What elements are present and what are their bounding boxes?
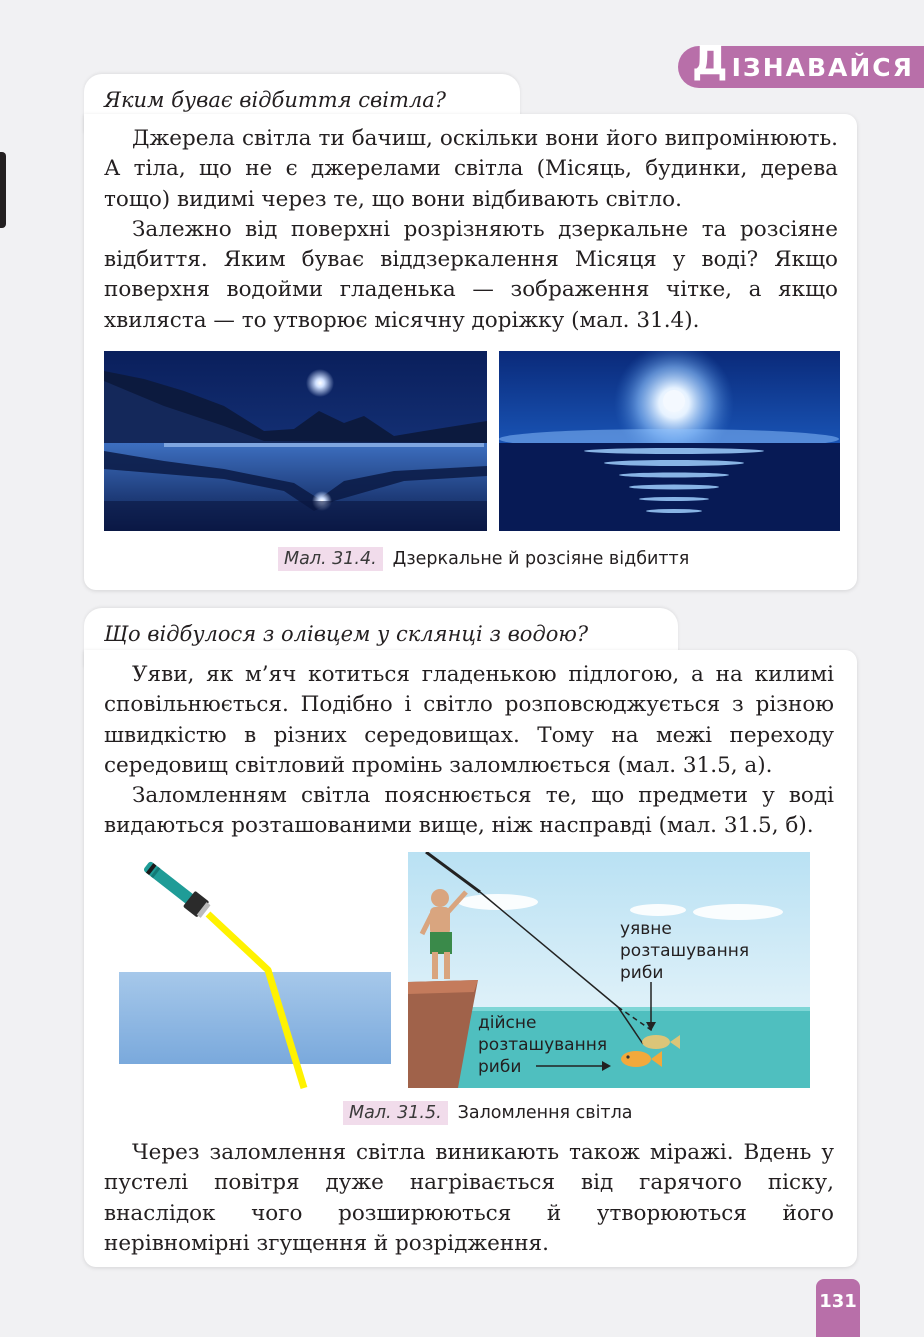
paragraph: Джерела світла ти бачиш, оскільки вони його випромінюють. А тіла, що не є джерелами світла (Місяць, будинки, дерева тощо) видимі через те, що вони відбивають світло.	[104, 126, 838, 212]
water-block	[119, 972, 391, 1064]
figure-31-4-caption	[278, 547, 689, 571]
page-edge-mark	[0, 152, 6, 228]
diffuse-reflection-photo	[499, 351, 840, 531]
actual-label-line: розташування	[478, 1035, 608, 1055]
paragraph: Заломленням світла пояснюється те, що предмети у воді видаються розташованими вище, ніж насправді (мал. 31.5, б).	[104, 783, 834, 839]
section2-text	[104, 660, 834, 842]
apparent-label-line: риби	[620, 963, 664, 983]
paragraph: Через заломлення світла виникають також міражі. Вдень у пустелі повітря дуже нагрівається від гарячого піску, внаслідок чого розширюються й утворюються його нерівномірні згущення й розрідження.	[104, 1140, 834, 1256]
section1-question: Яким буває відбиття світла?	[104, 88, 447, 112]
actual-label-line: дійсне	[478, 1013, 537, 1033]
badge-first-letter: Д	[692, 38, 730, 84]
section2-closing-text	[104, 1138, 834, 1259]
page-number: 131	[816, 1279, 860, 1337]
flashlight-icon	[140, 857, 211, 919]
fish-refraction-illustration	[408, 852, 810, 1088]
figure-caption-text: Дзеркальне й розсіяне відбиття	[392, 549, 690, 569]
figure-31-5-caption	[343, 1101, 633, 1125]
paragraph: Залежно від поверхні розрізняють дзеркальне та розсіяне відбиття. Яким буває віддзеркалення Місяця у воді? Якщо поверхня водойми гладенька — зображення чітке, а якщо хвиляста — то утворює місячну доріжку (мал. 31.4).	[104, 216, 838, 333]
figure-caption-text: Заломлення світла	[457, 1103, 633, 1123]
section2-question: Що відбулося з олівцем у склянці з водою?	[104, 622, 589, 646]
section-badge	[678, 38, 924, 88]
apparent-label-line: розташування	[620, 941, 750, 961]
section1-text	[104, 124, 838, 336]
badge-text: ІЗНАВАЙСЯ	[731, 52, 914, 82]
actual-label-line: риби	[478, 1057, 522, 1077]
figure-label: Мал. 31.5.	[343, 1101, 448, 1125]
refraction-ray-diagram	[118, 852, 394, 1090]
figure-label: Мал. 31.4.	[278, 547, 383, 571]
mirror-reflection-photo	[104, 351, 487, 531]
apparent-label-line: уявне	[620, 919, 672, 939]
paragraph: Уяви, як м’яч котиться гладенькою підлогою, а на килимі сповільнюється. Подібно і світло розповсюджується з різною швидкістю в різних середовищах. Тому на межі переходу середовищ світловий промінь заломлюється (мал. 31.5, а).	[104, 662, 834, 778]
